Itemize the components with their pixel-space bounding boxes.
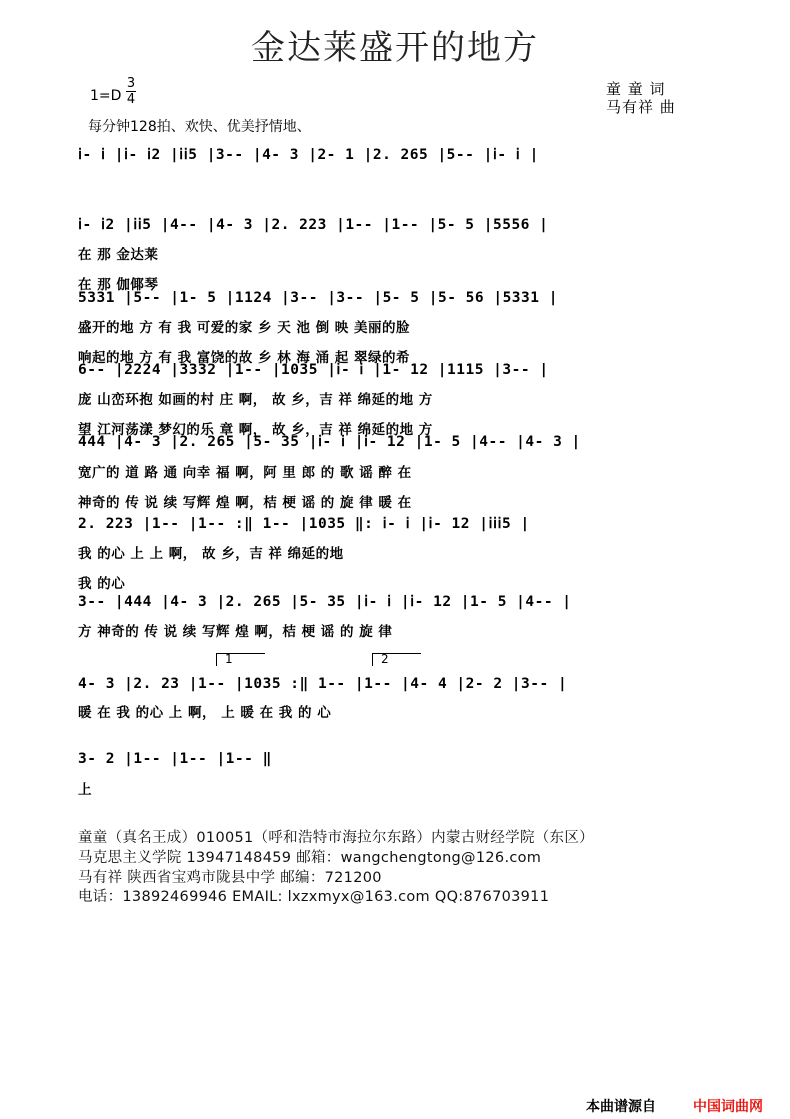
score-line-8: 4- 3 |2. 23 |1-- |1035 :‖ 1-- |1-- |4- 4 |2- 2 |3-- | — [78, 676, 568, 692]
lyric-line-5-verse-2: 神奇的 传 说 续 写辉 煌 啊，桔 梗 谣 的 旋 律 暖 在 — [78, 495, 412, 511]
time-signature — [126, 77, 136, 106]
footer-line-4: 电话：13892469946 EMAIL: lxzxmyx@163.com QQ:876703911 — [78, 889, 550, 905]
source-label: 本曲谱源自 — [586, 1099, 656, 1115]
score-line-3: 5331 |5-- |1- 5 |1124 |3-- |3-- |5- 5 |5- 56 |5331 | — [78, 290, 558, 306]
footer-line-2: 马克思主义学院 13947148459 邮箱：wangchengtong@126.com — [78, 850, 542, 866]
key-signature: 1=D — [90, 88, 122, 104]
lyric-line-4-verse-1: 庞 山峦环抱 如画的村 庄 啊， 故 乡，吉 祥 绵延的地 方 — [78, 392, 433, 408]
score-line-1: ⅰ- ⅰ |ⅰ- ⅰ2 |ⅰⅰ5 |3-- |4- 3 |2- 1 |2. 265 |5-- |ⅰ- ⅰ | — [78, 147, 539, 163]
composer-credit: 马有祥 曲 — [606, 98, 676, 116]
volta-bracket-1: 1 — [216, 653, 265, 666]
lyric-line-6-verse-1: 我 的心 上 上 啊， 故 乡，吉 祥 绵延的地 — [78, 546, 344, 562]
lyric-line-2-verse-2: 在 那 伽倻琴 — [78, 277, 159, 293]
page-title: 金达莱盛开的地方 — [251, 28, 539, 68]
score-line-7: 3-- |444 |4- 3 |2. 265 |5- 35 |ⅰ- ⅰ |ⅰ- 12 |1- 5 |4-- | — [78, 594, 572, 610]
volta-bracket-2: 2 — [372, 653, 421, 666]
score-line-6: 2. 223 |1-- |1-- :‖ 1-- |1035 ‖: ⅰ- ⅰ |ⅰ- 12 |ⅰⅰⅰ5 | — [78, 516, 530, 532]
score-line-4: 6-- |2224 |3332 |1-- |1035 |ⅰ- ⅰ |1- 12 |1115 |3-- | — [78, 362, 549, 378]
score-line-2: ⅰ- ⅰ2 |ⅰⅰ5 |4-- |4- 3 |2. 223 |1-- |1-- |5- 5 |5556 | — [78, 217, 549, 233]
lyric-line-3-verse-2: 响起的地 方 有 我 富饶的故 乡 林 海 涌 起 翠绿的希 — [78, 350, 410, 366]
lyric-line-7: 方 神奇的 传 说 续 写辉 煌 啊，桔 梗 谣 的 旋 律 — [78, 624, 393, 640]
lyric-line-9: 上 — [78, 782, 92, 798]
footer-line-3: 马有祥 陕西省宝鸡市陇县中学 邮编：721200 — [78, 870, 382, 886]
lyric-line-3-verse-1: 盛开的地 方 有 我 可爱的家 乡 天 池 倒 映 美丽的脸 — [78, 320, 410, 336]
lyric-line-6-verse-2: 我 的心 — [78, 576, 126, 592]
time-top: 3 — [126, 76, 136, 91]
lyric-line-5-verse-1: 宽广的 道 路 通 向幸 福 啊，阿 里 郎 的 歌 谣 醉 在 — [78, 465, 412, 481]
source-site-link[interactable]: 中国词曲网 — [693, 1099, 763, 1115]
lyric-line-2-verse-1: 在 那 金达莱 — [78, 247, 159, 263]
score-line-5: 444 |4- 3 |2. 265 |5- 35 |ⅰ- ⅰ |ⅰ- 12 |1- 5 |4-- |4- 3 | — [78, 434, 581, 450]
time-bottom: 4 — [126, 92, 136, 107]
tempo-marking: 每分钟128拍、欢快、优美抒情地、 — [88, 119, 311, 135]
footer-line-1: 童童（真名王成）010051（呼和浩特市海拉尔东路）内蒙古财经学院（东区） — [78, 830, 594, 846]
lyric-line-4-verse-2: 望 江河荡漾 梦幻的乐 章 啊， 故 乡，吉 祥 绵延的地 方 — [78, 422, 433, 438]
lyric-line-8: 暖 在 我 的心 上 啊， 上 暖 在 我 的 心 — [78, 705, 332, 721]
lyricist-credit: 童 童 词 — [606, 80, 666, 98]
score-line-9: 3- 2 |1-- |1-- |1-- ‖ — [78, 751, 272, 767]
